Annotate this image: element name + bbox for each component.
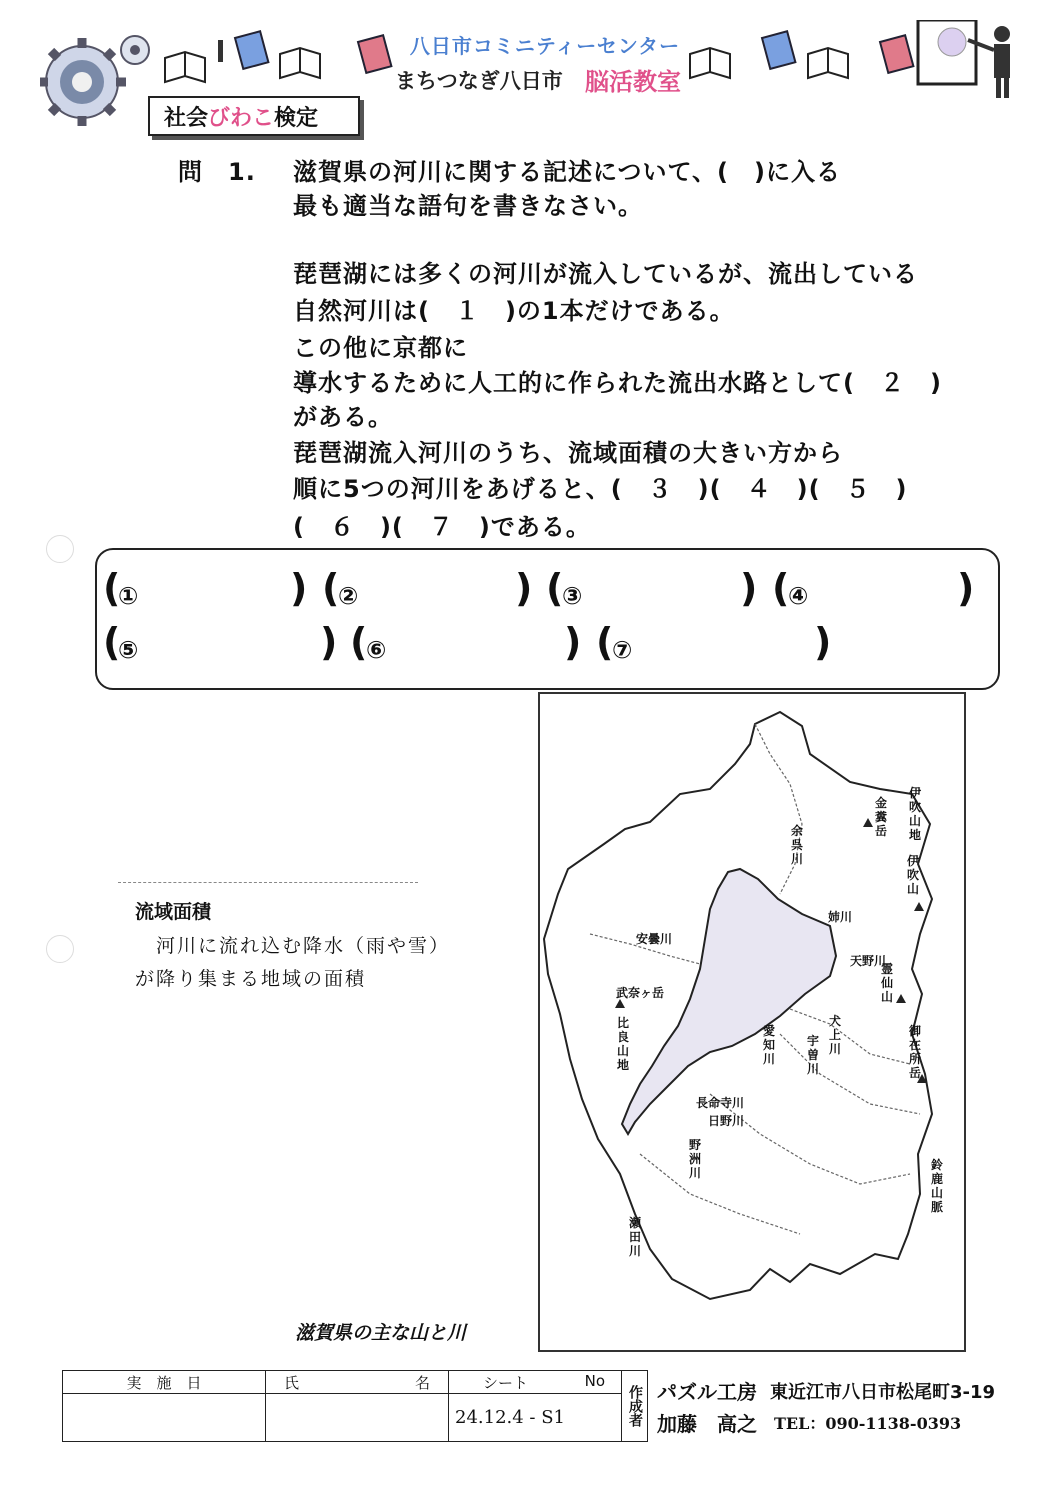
teacher-board-icon xyxy=(918,20,1010,98)
no-label: No xyxy=(584,1371,605,1390)
map-label-echi: 愛知川 xyxy=(762,1024,775,1066)
red-book-icon xyxy=(358,35,391,73)
map-label-hino: 日野川 xyxy=(708,1114,745,1128)
note-title: 流域面積 xyxy=(135,901,212,923)
question-line: 琵琶湖には多くの河川が流入しているが、流出している xyxy=(293,260,918,288)
shiga-map xyxy=(540,694,968,1354)
sheet-label: シート xyxy=(483,1373,529,1392)
punch-hole xyxy=(46,935,74,963)
subject-tag-exam: 検定 xyxy=(274,105,319,131)
class-name: 脳活教室 xyxy=(585,68,681,96)
answer-field-4[interactable] xyxy=(820,570,950,610)
map-label-ado: 安曇川 xyxy=(636,932,673,946)
sheet-number: 24.12.4 - S1 xyxy=(449,1394,622,1442)
footer xyxy=(62,1370,1022,1442)
center-name: 八日市コミニティーセンター xyxy=(409,34,681,58)
answer-close-2: ) xyxy=(515,566,533,610)
blue-book-icon xyxy=(235,31,268,69)
question-line: がある。 xyxy=(293,403,393,431)
note-body: 河川に流れ込む降水（雨や雪）が降り集まる地域の面積 xyxy=(135,935,451,990)
red-book-icon xyxy=(880,35,913,73)
question-line: 順に5つの河川をあげると、( ３ )( ４ )( ５ ) xyxy=(293,475,908,503)
answer-close-3: ) xyxy=(740,566,758,610)
address: 東近江市八日市松尾町3-19 xyxy=(770,1382,996,1403)
town-name: まちつなぎ八日市 xyxy=(395,69,563,93)
question-line: ( ６ )( ７ )である。 xyxy=(293,513,591,541)
punch-hole xyxy=(46,535,74,563)
subject-tag-social: 社会 xyxy=(164,105,209,131)
answer-open-2: ( xyxy=(322,566,340,610)
answer-close-7: ) xyxy=(814,620,832,664)
answer-close-6: ) xyxy=(564,620,582,664)
open-book-icon xyxy=(280,48,320,78)
map-label-suzuka: 鈴鹿山脈 xyxy=(930,1158,943,1214)
open-book-icon xyxy=(690,48,730,78)
answer-field-5[interactable] xyxy=(150,624,315,664)
map-label-kinpu: 金糞岳 xyxy=(874,796,887,838)
author-name: 加藤 高之 xyxy=(657,1412,757,1436)
map-label-seta: 瀬田川 xyxy=(628,1216,641,1258)
answer-open-3: ( xyxy=(546,566,564,610)
date-field[interactable] xyxy=(63,1394,266,1442)
question-line: この他に京都に xyxy=(293,334,468,362)
question-number: 問 1. xyxy=(178,158,256,186)
blue-book-icon xyxy=(762,31,795,69)
name-label-b: 名 xyxy=(414,1373,430,1392)
answer-field-2[interactable] xyxy=(370,570,510,610)
map-label-gozaisho: 御在所岳 xyxy=(908,1024,921,1080)
map-label-inukami: 犬上川 xyxy=(828,1014,841,1056)
answer-field-3[interactable] xyxy=(594,570,734,610)
question-line: 琵琶湖流入河川のうち、流域面積の大きい方から xyxy=(293,439,843,467)
map-label-yasu: 野洲川 xyxy=(688,1138,701,1180)
record-table xyxy=(62,1370,622,1442)
telephone: TEL：090-1138-0393 xyxy=(774,1414,962,1433)
map-label-chomeiji: 長命寺川 xyxy=(696,1096,745,1110)
map-caption: 滋賀県の主な山と川 xyxy=(295,1322,467,1344)
subject-tag xyxy=(148,96,360,136)
answer-field-1[interactable] xyxy=(150,570,285,610)
question-line: 滋賀県の河川に関する記述について、( )に入る xyxy=(293,158,841,186)
map-label-amano: 天野川 xyxy=(850,954,887,968)
name-label-a: 氏 xyxy=(284,1373,300,1392)
answer-label-5: ⑤ xyxy=(118,636,139,664)
map-label-uso: 宇曽川 xyxy=(806,1034,819,1076)
gear-icon xyxy=(40,38,126,126)
subject-tag-biwako: びわこ xyxy=(208,105,275,131)
map-label-bunaga: 武奈ヶ岳 xyxy=(616,986,665,1000)
name-label-cell xyxy=(266,1371,449,1394)
answer-open-7: ( xyxy=(596,620,614,664)
question-line: 自然河川は( １ )の1本だけである。 xyxy=(293,297,735,325)
answer-open-4: ( xyxy=(772,566,790,610)
name-field[interactable] xyxy=(266,1394,449,1442)
maker-label: 作成者 xyxy=(622,1370,648,1442)
map-label-hira: 比良山地 xyxy=(616,1016,629,1072)
answer-field-7[interactable] xyxy=(644,624,809,664)
answer-close-4: ) xyxy=(957,566,975,610)
organization: パズル工房 xyxy=(657,1380,757,1404)
answer-label-6: ⑥ xyxy=(366,636,387,664)
question-line: 導水するために人工的に作られた流出水路として( ２ ) xyxy=(293,369,942,397)
answer-open-1: ( xyxy=(103,566,121,610)
answer-label-3: ③ xyxy=(562,582,583,610)
answer-open-6: ( xyxy=(350,620,368,664)
answer-label-2: ② xyxy=(338,582,359,610)
answer-field-6[interactable] xyxy=(398,624,558,664)
question-line: 最も適当な語句を書きなさい。 xyxy=(293,192,643,220)
pencil-icon xyxy=(218,40,223,62)
answer-label-4: ④ xyxy=(788,582,809,610)
map-label-yogo: 余呉川 xyxy=(790,824,803,866)
answer-close-1: ) xyxy=(290,566,308,610)
answer-open-5: ( xyxy=(103,620,121,664)
map-frame xyxy=(538,692,966,1352)
small-gear-icon xyxy=(121,36,149,64)
map-label-ane: 姉川 xyxy=(828,910,853,924)
sheet-label-cell xyxy=(449,1371,622,1394)
open-book-icon xyxy=(808,48,848,78)
answer-label-1: ① xyxy=(118,582,139,610)
answer-close-5: ) xyxy=(320,620,338,664)
answer-label-7: ⑦ xyxy=(612,636,633,664)
map-label-ibuki: 伊吹山 xyxy=(906,854,919,896)
map-label-ibuki-sanchi: 伊吹山地 xyxy=(908,786,921,842)
map-label-ryozen: 霊仙山 xyxy=(880,962,893,1004)
open-book-icon xyxy=(165,52,205,82)
note-divider xyxy=(118,882,418,883)
date-label: 実 施 日 xyxy=(63,1371,266,1394)
